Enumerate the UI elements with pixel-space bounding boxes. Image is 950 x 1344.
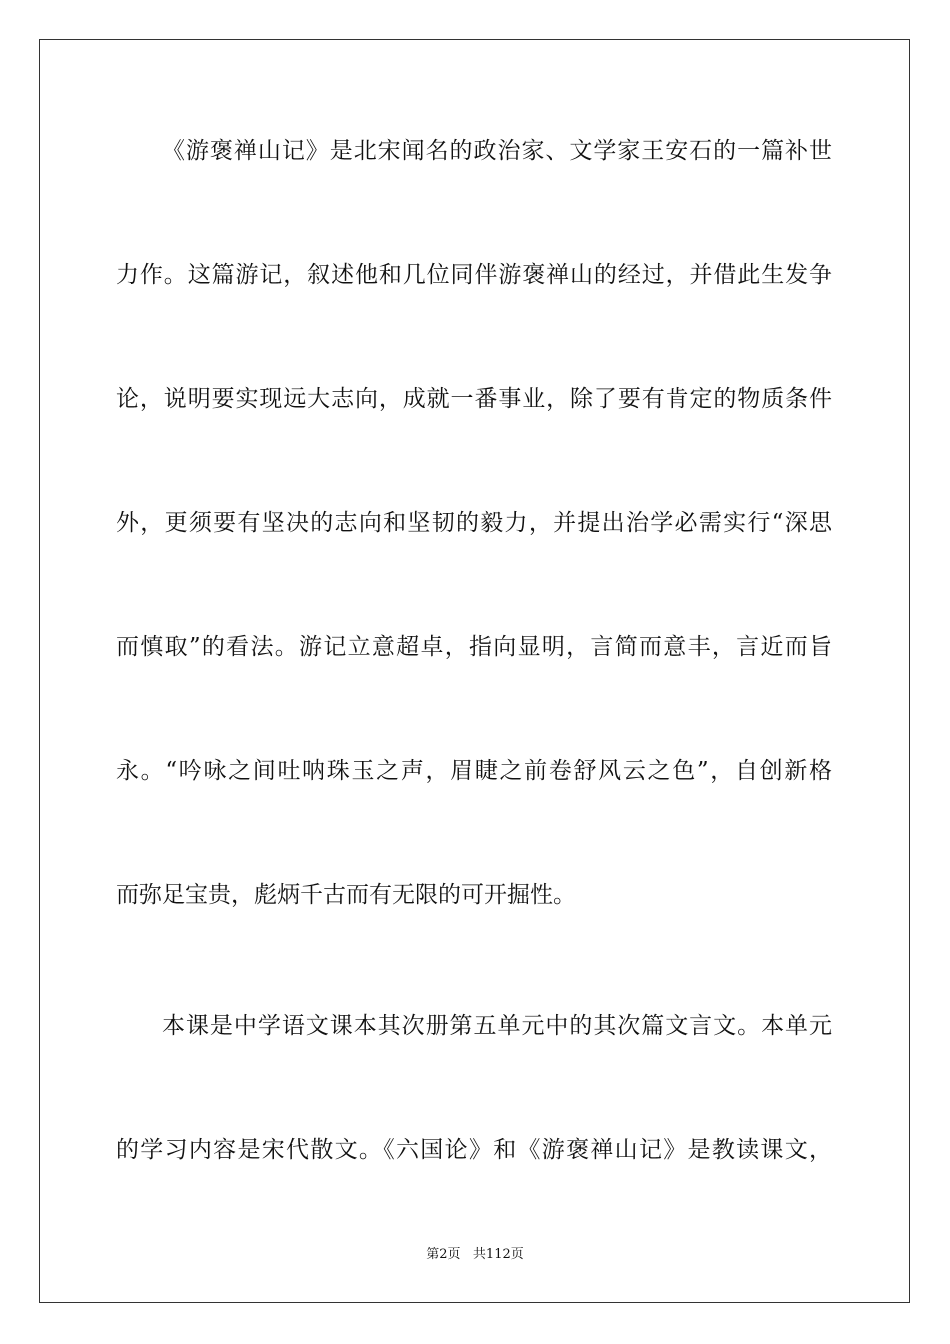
- paragraph-line: 的学习内容是宋代散文。《六国论》和《游褒禅山记》是教读课文，: [116, 1137, 832, 1163]
- paragraph-line: 论，说明要实现远大志向，成就一番事业，除了要有肯定的物质条件: [116, 386, 832, 412]
- paragraph-line: 而弥足宝贵，彪炳千古而有无限的可开掘性。: [116, 882, 576, 908]
- paragraph-line: 《游褒禅山记》是北宋闻名的政治家、文学家王安石的一篇补世: [162, 138, 832, 164]
- paragraph-line: 力作。这篇游记，叙述他和几位同伴游褒禅山的经过，并借此生发争: [116, 262, 832, 288]
- page-border: [39, 39, 910, 1303]
- paragraph-line: 本课是中学语文课本其次册第五单元中的其次篇文言文。本单元: [162, 1013, 832, 1039]
- paragraph-line: 而慎取”的看法。游记立意超卓，指向显明，言简而意丰，言近而旨: [116, 634, 832, 660]
- paragraph-line: 永。“吟咏之间吐呐珠玉之声，眉睫之前卷舒风云之色”，自创新格: [116, 758, 832, 784]
- page-total: 共112页: [472, 1247, 524, 1262]
- page-footer: [0, 1246, 950, 1264]
- page-number: 第2页: [426, 1247, 461, 1262]
- paragraph-line: 外，更须要有坚决的志向和坚韧的毅力，并提出治学必需实行“深思: [116, 510, 832, 536]
